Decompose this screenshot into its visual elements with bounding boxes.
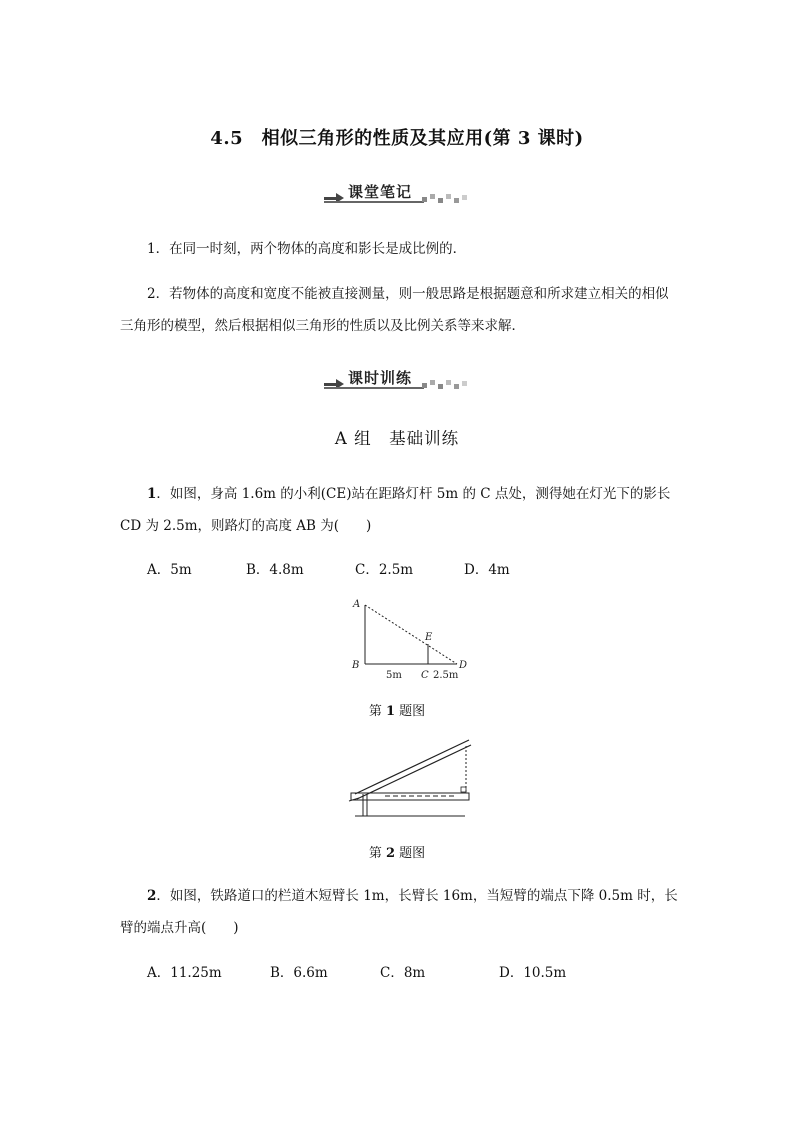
point-label-b: B <box>352 660 360 671</box>
option-c[interactable]: C．2.5m <box>355 562 414 578</box>
caption-suffix: 题图 <box>399 704 426 719</box>
figure-2-diagram <box>345 738 480 823</box>
question-2 <box>120 880 680 944</box>
option-b[interactable]: B．4.8m <box>246 562 304 578</box>
question-2-options <box>147 961 687 985</box>
section-banner-notes <box>322 181 472 205</box>
banner-label: 课时训练 <box>348 369 413 387</box>
caption-suffix: 题图 <box>399 846 426 861</box>
caption-number: 2 <box>385 846 396 861</box>
note-item-2: 2．若物体的高度和宽度不能被直接测量，则一般思路是根据题意和所求建立相关的相似三角形的模型，然后根据相似三角形的性质以及比例关系等来求解． <box>120 286 669 334</box>
question-1 <box>120 478 680 542</box>
figure-2-caption <box>0 842 794 861</box>
question-text: ．如图，铁路道口的栏道木短臂长 1m，长臂长 16m，当短臂的端点下降 0.5m 时，长臂的端点升高( ) <box>120 888 678 936</box>
dimension-cd: 2.5m <box>433 670 459 681</box>
caption-prefix: 第 <box>368 846 382 861</box>
option-a[interactable]: A．11.25m <box>147 965 222 981</box>
option-a[interactable]: A．5m <box>147 562 192 578</box>
note-item-1: 1．在同一时刻，两个物体的高度和影长是成比例的． <box>147 241 467 257</box>
caption-prefix: 第 <box>368 704 382 719</box>
dimension-bc: 5m <box>386 670 402 681</box>
option-d[interactable]: D．10.5m <box>499 965 567 981</box>
question-text: ．如图，身高 1.6m 的小利(CE)站在距路灯杆 5m 的 C 点处，测得她在灯光下的影长 CD 为 2.5m，则路灯的高度 AB 为( ) <box>120 486 671 534</box>
point-label-c: C <box>421 670 429 681</box>
figure-1-diagram <box>340 592 470 687</box>
figure-1-caption <box>0 700 794 719</box>
section-banner-training <box>322 367 472 391</box>
point-label-a: A <box>353 599 361 610</box>
page-title: 4.5 相似三角形的性质及其应用(第 3 课时) <box>210 128 584 149</box>
point-label-e: E <box>425 632 433 643</box>
question-number: 1 <box>147 486 157 502</box>
point-label-d: D <box>459 660 468 671</box>
banner-label: 课堂笔记 <box>348 183 413 201</box>
option-c[interactable]: C．8m <box>380 965 426 981</box>
caption-number: 1 <box>385 704 396 719</box>
option-d[interactable]: D．4m <box>464 562 510 578</box>
question-1-options <box>147 558 687 582</box>
group-title: A 组 基础训练 <box>334 429 460 448</box>
option-b[interactable]: B．6.6m <box>270 965 328 981</box>
question-number: 2 <box>147 888 157 904</box>
